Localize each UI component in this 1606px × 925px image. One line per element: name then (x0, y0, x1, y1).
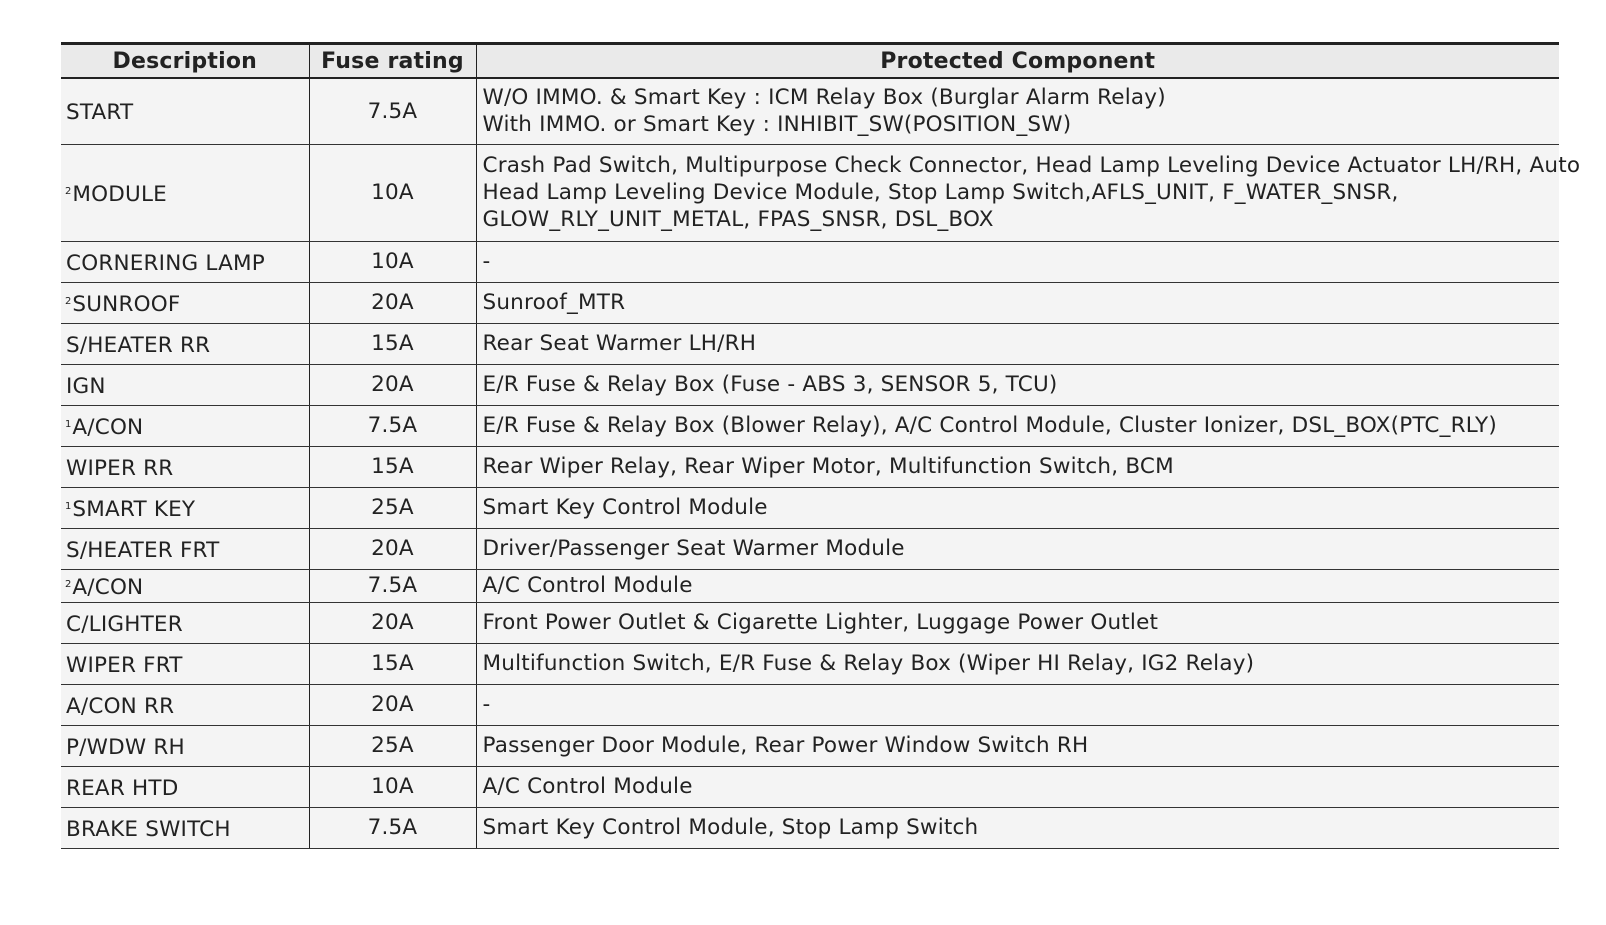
protected-component (476, 807, 1559, 848)
fuse-description-text: MODULE (72, 181, 167, 207)
fuse-description-text: BRAKE SWITCH (66, 816, 231, 842)
fuse-description (61, 684, 309, 725)
fuse-rating: 10A (309, 766, 476, 807)
fuse-description (61, 569, 309, 602)
fuse-description (61, 602, 309, 643)
fuse-rating: 20A (309, 282, 476, 323)
fuse-rating: 10A (309, 144, 476, 241)
protected-component (476, 602, 1559, 643)
table-row (61, 323, 1559, 364)
table-header-row (61, 44, 1559, 79)
protected-component (476, 766, 1559, 807)
fuse-rating: 15A (309, 643, 476, 684)
fuse-rating: 20A (309, 528, 476, 569)
fuse-rating: 15A (309, 446, 476, 487)
fuse-description-text: C/LIGHTER (66, 611, 183, 637)
fuse-rating: 7.5A (309, 569, 476, 602)
fuse-description (61, 446, 309, 487)
component-line: With IMMO. or Smart Key : INHIBIT_SW(POSITION_SW) (482, 112, 1072, 138)
table-row (61, 528, 1559, 569)
footnote-marker: 2 (65, 185, 72, 197)
fuse-description-text: WIPER RR (66, 455, 174, 481)
fuse-description-text: S/HEATER FRT (66, 537, 220, 563)
protected-component (476, 446, 1559, 487)
component-line: Smart Key Control Module (482, 495, 768, 520)
component-line: Multifunction Switch, E/R Fuse & Relay Box (Wiper HI Relay, IG2 Relay) (482, 651, 1255, 676)
fuse-rating: 7.5A (309, 405, 476, 446)
table-row (61, 766, 1559, 807)
fuse-description (61, 487, 309, 528)
header-fuse-rating: Fuse rating (309, 44, 476, 79)
fuse-description (61, 725, 309, 766)
fuse-rating: 7.5A (309, 807, 476, 848)
header-protected-component: Protected Component (476, 44, 1559, 79)
fuse-description-text: IGN (66, 373, 106, 399)
component-line: Head Lamp Leveling Device Module, Stop Lamp Switch,AFLS_UNIT, F_WATER_SNSR, (482, 180, 1399, 205)
protected-component (476, 487, 1559, 528)
component-line: Smart Key Control Module, Stop Lamp Switch (482, 815, 979, 840)
fuse-table-body (61, 78, 1581, 848)
table-row (61, 405, 1559, 446)
fuse-description (61, 766, 309, 807)
protected-component (476, 725, 1559, 766)
footnote-marker: 2 (65, 295, 72, 307)
protected-component (476, 528, 1559, 569)
protected-component (476, 323, 1559, 364)
fuse-description (61, 78, 309, 144)
protected-component (476, 282, 1559, 323)
table-row (61, 446, 1559, 487)
fuse-description-text: P/WDW RH (66, 734, 185, 760)
component-line: A/C Control Module (482, 573, 693, 598)
table-row (61, 241, 1559, 282)
fuse-description (61, 528, 309, 569)
table-row (61, 282, 1559, 323)
protected-component (476, 78, 1559, 144)
footnote-marker: 1 (65, 418, 72, 430)
footnote-marker: 2 (65, 578, 72, 590)
fuse-description (61, 364, 309, 405)
fuse-description-text: START (66, 100, 134, 126)
fuse-description-text: A/CON RR (66, 693, 175, 719)
component-line: W/O IMMO. & Smart Key : ICM Relay Box (Burglar Alarm Relay) (482, 85, 1166, 111)
component-line: Driver/Passenger Seat Warmer Module (482, 536, 905, 561)
fuse-rating: 7.5A (309, 78, 476, 144)
component-line: - (482, 249, 491, 274)
fuse-description-text: SMART KEY (72, 496, 196, 522)
protected-component (476, 405, 1559, 446)
fuse-rating: 20A (309, 364, 476, 405)
protected-component (476, 241, 1559, 282)
protected-component (476, 643, 1559, 684)
fuse-description (61, 241, 309, 282)
fuse-description (61, 643, 309, 684)
fuse-rating: 25A (309, 487, 476, 528)
protected-component (476, 144, 1581, 241)
fuse-description (61, 807, 309, 848)
table-row (61, 725, 1559, 766)
fuse-rating: 15A (309, 323, 476, 364)
protected-component (476, 364, 1559, 405)
fuse-description-text: A/CON (72, 574, 144, 600)
fuse-description-text: WIPER FRT (66, 652, 183, 678)
fuse-description-text: REAR HTD (66, 775, 179, 801)
fuse-rating: 20A (309, 602, 476, 643)
fuse-rating: 10A (309, 241, 476, 282)
component-line: Sunroof_MTR (482, 290, 626, 315)
component-line: Crash Pad Switch, Multipurpose Check Connector, Head Lamp Leveling Device Actuator LH/RH, Auto (482, 153, 1581, 178)
component-line: E/R Fuse & Relay Box (Blower Relay), A/C Control Module, Cluster Ionizer, DSL_BOX(PTC_RLY) (482, 413, 1497, 438)
table-row (61, 643, 1559, 684)
fuse-description-text: CORNERING LAMP (66, 250, 265, 276)
fuse-description (61, 144, 309, 241)
component-line: Rear Seat Warmer LH/RH (482, 331, 757, 356)
table-row (61, 684, 1559, 725)
component-line: E/R Fuse & Relay Box (Fuse - ABS 3, SENSOR 5, TCU) (482, 372, 1058, 397)
fuse-description-text: A/CON (72, 414, 144, 440)
component-line: A/C Control Module (482, 774, 693, 799)
protected-component (476, 569, 1559, 602)
table-row (61, 364, 1559, 405)
table-row (61, 487, 1559, 528)
footnote-marker: 1 (65, 500, 72, 512)
component-line: Rear Wiper Relay, Rear Wiper Motor, Multifunction Switch, BCM (482, 454, 1174, 479)
fuse-table (61, 42, 1581, 849)
table-row (61, 144, 1559, 241)
fuse-description-text: S/HEATER RR (66, 332, 211, 358)
table-row (61, 807, 1559, 848)
component-line: Passenger Door Module, Rear Power Window Switch RH (482, 733, 1089, 758)
fuse-rating: 20A (309, 684, 476, 725)
component-line: Front Power Outlet & Cigarette Lighter, Luggage Power Outlet (482, 610, 1159, 635)
fuse-rating: 25A (309, 725, 476, 766)
header-description: Description (61, 44, 309, 79)
fuse-description (61, 405, 309, 446)
fuse-description (61, 323, 309, 364)
table-row (61, 569, 1559, 602)
table-row (61, 602, 1559, 643)
component-line: GLOW_RLY_UNIT_METAL, FPAS_SNSR, DSL_BOX (482, 207, 994, 232)
fuse-description (61, 282, 309, 323)
component-line: - (482, 692, 491, 717)
fuse-description-text: SUNROOF (72, 291, 181, 317)
table-row (61, 78, 1559, 144)
protected-component (476, 684, 1559, 725)
